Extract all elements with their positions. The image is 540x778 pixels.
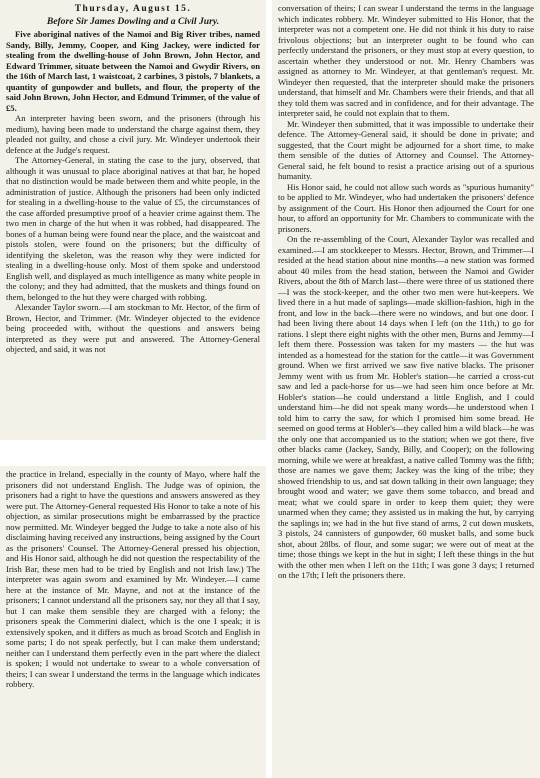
paragraph: His Honor said, he could not allow such words as "spurious humanity" to be applied to Mr. Windeyer, who had undertaken the prisoners' defence by assignment of the Court. His Honor then adjourned the Court for one hour, to afford an opportunity for Mr. Chambers to communicate with the prisoners. xyxy=(278,181,534,234)
paragraph: On the re-assembling of the Court, Alexander Taylor was recalled and examined.—I am stockkeeper to Messrs. Hector, Brown, and Trimmer—I resided at the head station about nine months—a new station was formed about 40 miles from the head station, between the Namoi and Gwider Rivers, about the 8th of March last—there were three of us stationed there—I was the stock-keeper, and the other two men were hut-keepers. We lived there in a hut made of saplings—made skillion-fashion, high in the front, and low in the back—there were no windows, and but one door. I had been living there about 14 days when I left (on the 11th,) to go for rations. I slept there eight nights with the other men, Burns and Jemmy—I left them there. Possession was taken for my masters — the hut was intended as a homestead for the station for the cattle—it was Government ground. When we first arrived we saw five native blacks. The prisoner Jemmy went with us from Mr. Hobler's station—he carried a cross-cut saw and led a pack-horse for us—we had seen him once before at Mr. Hobler's station—he could understand a little English, and I could understand him—he did not speak many words—he understood when I told him to carry the saw, for which I promised him some bread. He seemed on good terms at Hobler's—they called him a wild black—he was the only one that accompanied us to the station; when we got there, five other blacks came (Jackey, Sandy, Billy, and Cooper); on the following morning, while we were at breakfast, a native called Tommy was the fifth; those are names we gave them; Jackey was the king of the tribe; they showed friendship to us, and sat down talking in their own language; they brought wood and water; we gave them some tobacco, and bread and meat; what we could spare in order to keep them quiet; they were unarmed when they came; they assisted us in making the hut, by carrying the saplings in; we had in the hut five stand of arms, 2 cut down muskets, 3 pistols, 24 cannisters of gunpowder, 60 musket balls, and some buck shot, about 28lbs. of flour, and some sugar; we were out of meat at the time; those things we kept in the hut in sight; I left these things in the hut with the other men when I left on the 11th; I was gone 3 days; I returned on the 17th; I left the prisoners there. xyxy=(278,234,534,580)
article-body xyxy=(6,469,260,690)
article-body xyxy=(278,3,534,581)
paragraph: Five aboriginal natives of the Namoi and Big River tribes, named Sandy, Billy, Jemmy, Cooper, and King Jackey, were indicted for stealing from the dwelling-house of John Brown, John Hector, and Edward Trimmer, situate between the Namoi and Gwydir Rivers, on the 16th of March last, 1 waistcoat, 2 carbines, 3 pistols, 7 blankets, a quantity of gunpowder and bullets, and flour, the property of the said John Brown, John Hector, and Edmund Trimmer, of the value of £5. xyxy=(6,29,260,113)
article-column-top-left xyxy=(0,0,266,440)
article-body xyxy=(6,29,260,355)
article-column-right xyxy=(272,0,540,778)
article-column-bottom-left xyxy=(0,466,266,778)
paragraph: the practice in Ireland, especially in the county of Mayo, where half the prisoners did not understand English. The Judge was of opinion, the prisoners had a right to have the questions and answers answered as they were put. The Attorney-General requested His Honor to take a note of his objection, as similar prosecutions might be embarrassed by the practice now permitted. Mr. Windeyer begged the Judge to take a note also of his disclaiming having received any instructions, being assigned by the Court as the prisoners' Counsel. The Attorney-General pressed his objection, and His Honor said, although he did not question the respectability of the Irish Bar, these men had to be tried by English and not Irish law.) The interpreter was again sworn and examined by Mr. Windeyer.—I came here at the instance of Mr. Mayne, and not at the instance of the prisoners; I cannot understand all the prisoners say, nor they all that I say, but I can make them sensible they are charged with a felony; the prisoners speak the Commerini dialect, which is the one I speak; it is extensively spoken, and it differs as much as broad Scotch and English in some parts; I do not speak perfectly, but I can make them understand; neither can I understand them perfectly even in the part where the dialect is spoken; I would not undertake to swear to a whole conversation of theirs; I can swear I understand the terms in the language which indicates robbery. xyxy=(6,469,260,689)
court-subheading: Before Sir James Dowling and a Civil Jury. xyxy=(46,16,220,27)
paragraph: Alexander Taylor sworn.—I am stockman to Mr. Hector, of the firm of Brown, Hector, and Trimmer. (Mr. Windeyer objected to the evidence being proceeded with, without the questions and answers being interpreted as they were put and answered. The Attorney-General objected, and said, it was not xyxy=(6,302,260,354)
paragraph: The Attorney-General, in stating the case to the jury, observed, that although it was unusual to place aboriginal natives at that bar, he hoped that no distinction would be made between them and white people, in the administration of justice. Although the prisoners had been only indicted for stealing in a dwelling-house to the value of £5, the circumstances of the case afforded presumptive proof of a heavier crime against them. The two men in charge of the hut when it was robbed, had disappeared. The bones of a human being were found near the place, and the waistcoat and pistols stolen, were found on the prisoners; but the difficulty of identifying the skeleton, was the reason why they were indicted for stealing in a dwelling-house only. Most of them spoke and understood English well, and displayed as much intelligence as many white people in the colony; and they had admitted, that the muskets and things found on them, belonged to the hut they were charged with robbing. xyxy=(6,155,260,302)
paragraph: An interpreter having been sworn, and the prisoners (through his medium), having been made to understand the charge against them, they pleaded not guilty, and chose a civil jury. Mr. Windeyer undertook their defence at the Judge's request. xyxy=(6,113,260,155)
date-heading: Thursday, August 15. xyxy=(74,4,192,14)
paragraph: Mr. Windeyer then submitted, that it was impossible to undertake their defence. The Attorney-General said, it should be done in private; and suggested, that the Court might be adjourned for a short time, to make them sensible of the duties of Attorney and Counsel. The Attorney-General said, he felt bound to resist a practice arising out of a spurious humanity. xyxy=(278,118,534,181)
paragraph: conversation of theirs; I can swear I understand the terms in the language which indicates robbery. Mr. Windeyer submitted to His Honor, that the interpreter was not a competent one. He did not think it his duty to raise frivolous objections; but an interpreter ought to be found who can perfectly understand the prisoners, or they must stop at every question, to ascertain whether they understood or not. Mr. Henry Chambers was assigned as attorney to Mr. Windeyer, at that gentleman's request. Mr. Windeyer then requested, that the interpreter should make the prisoners understand, that himself and Mr. Chambers were their friends, and that all they told them was sacred and in confidence, and for their advantage. The interpreter said, he could not explain that to them. xyxy=(278,3,534,118)
